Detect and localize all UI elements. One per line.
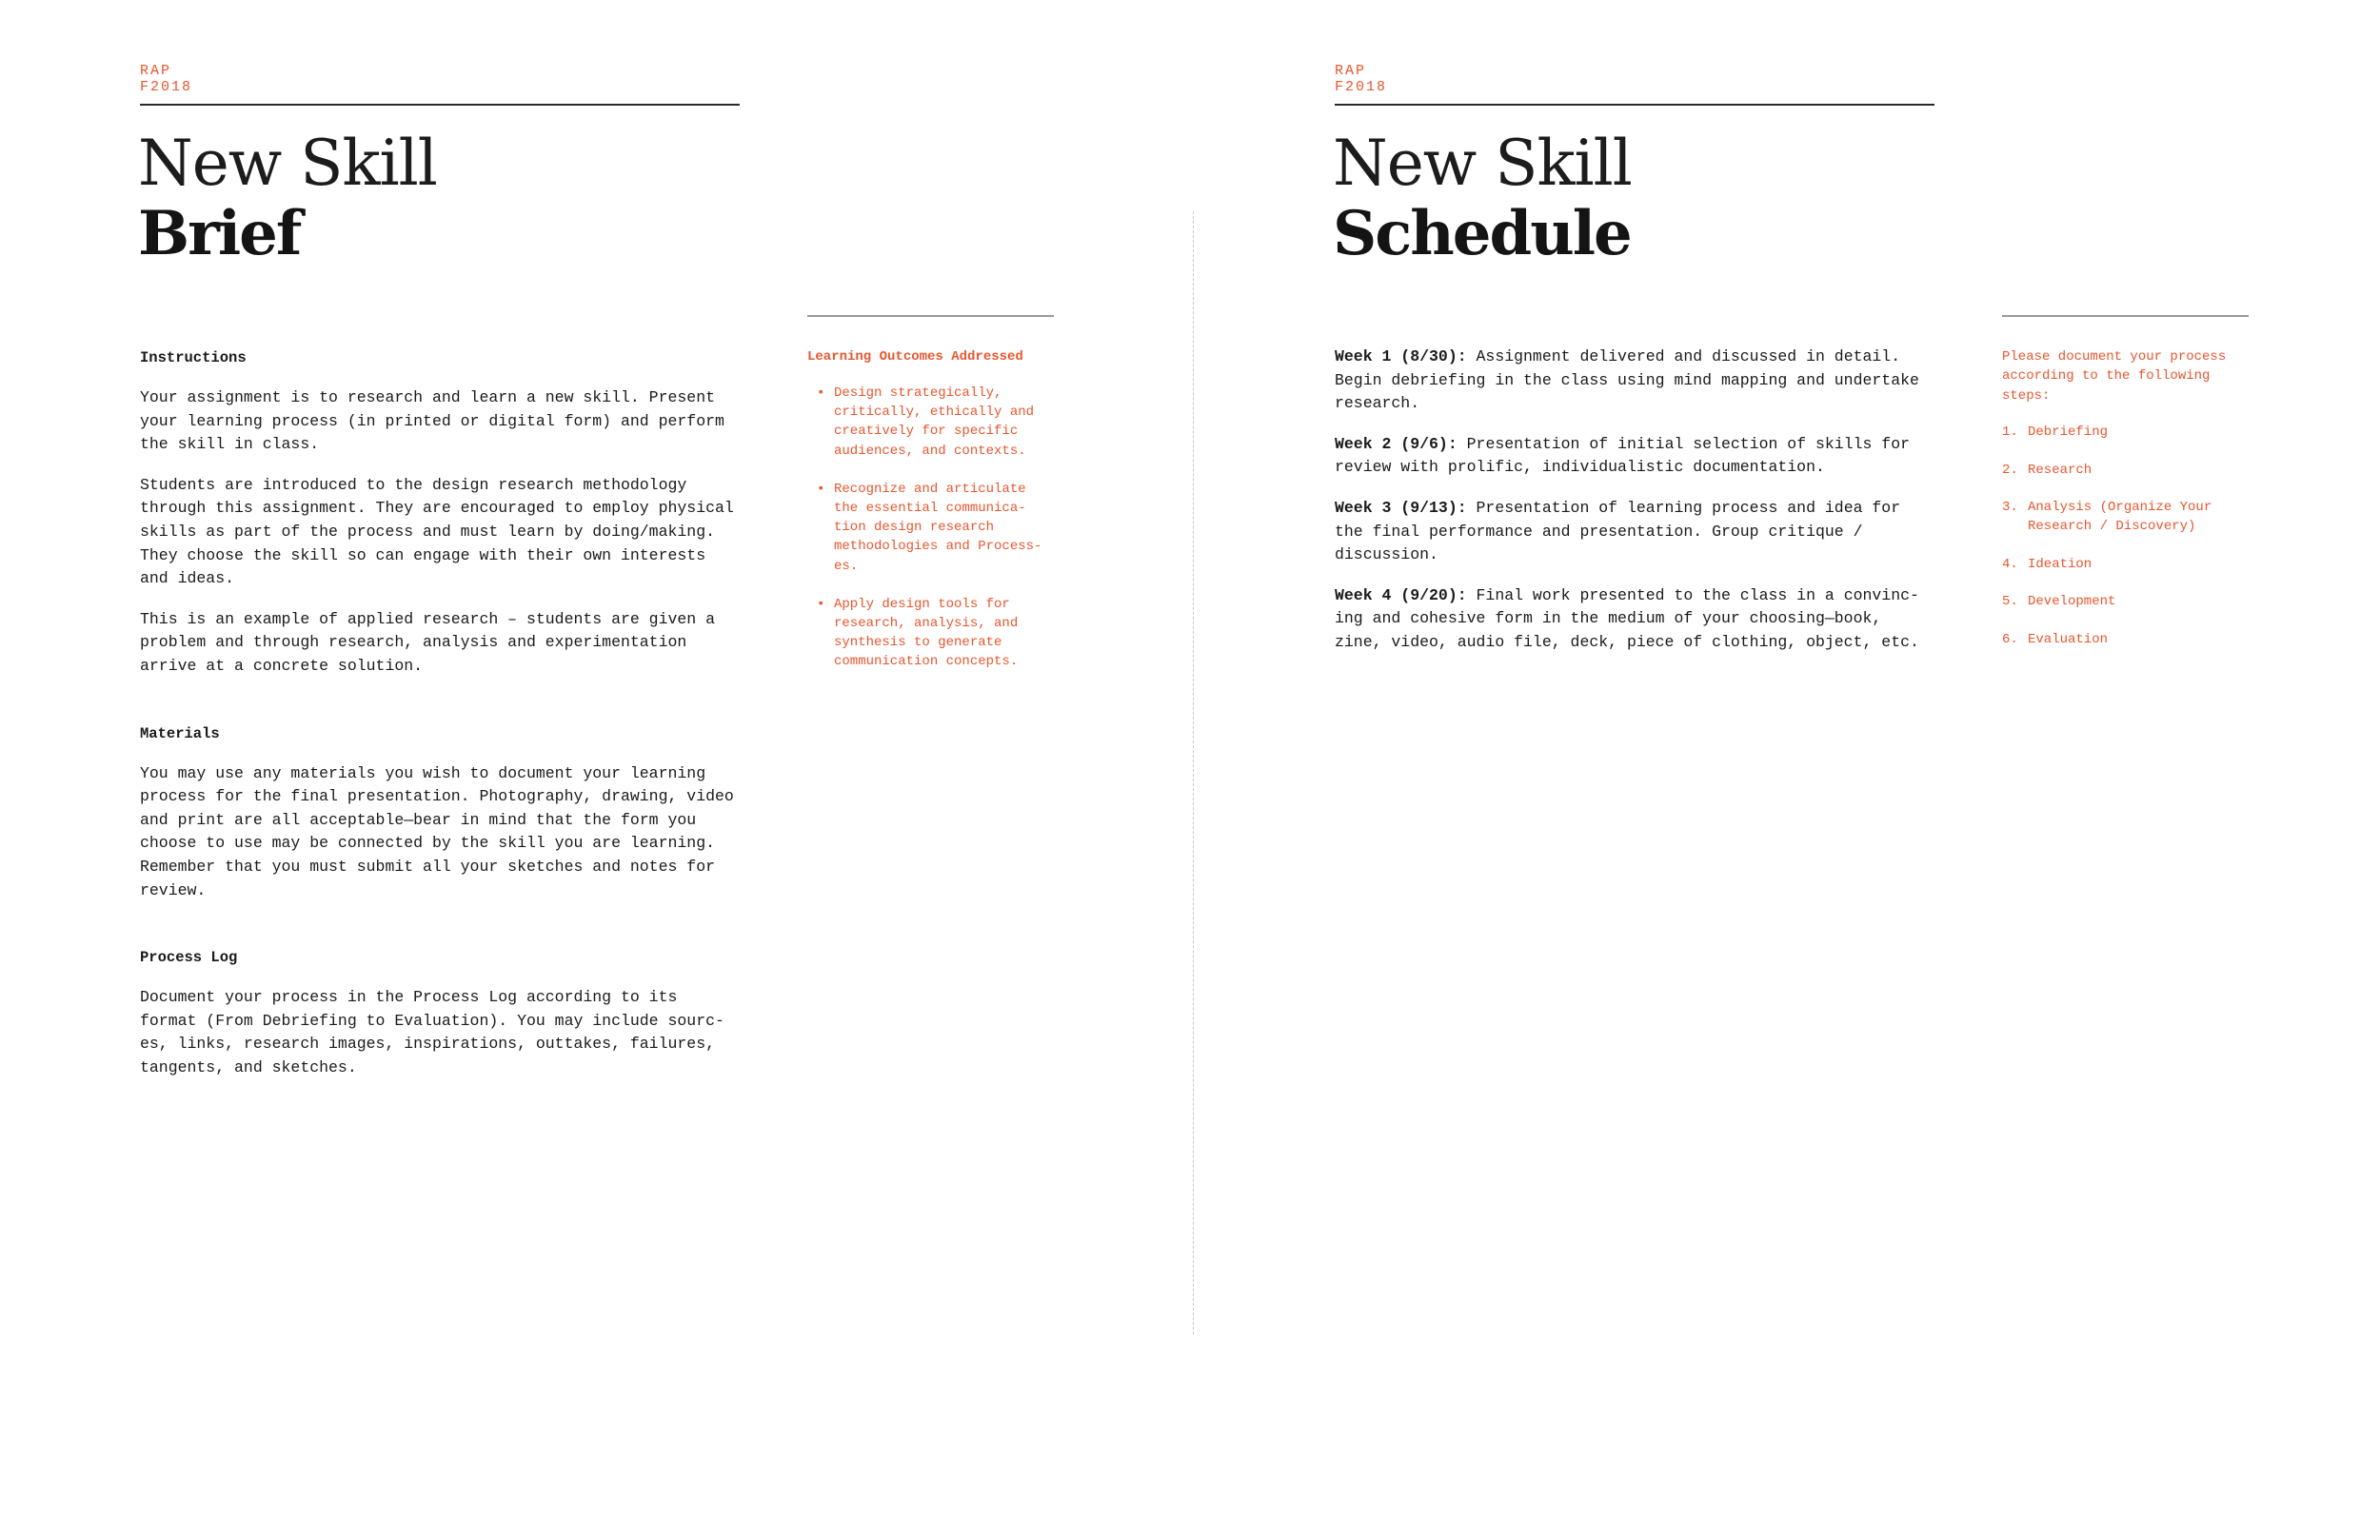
process-steps-list xyxy=(2002,423,2254,649)
list-item xyxy=(2002,630,2254,649)
sidebar-rule xyxy=(2002,315,2249,317)
week-text: Presentation of initial selection of skills for review with prolific, individualistic documentation. xyxy=(1335,434,1911,477)
step-label: Analysis (Organize Your Research / Discovery) xyxy=(2028,500,2212,535)
week-text: Presentation of learning process and idea for the final performance and presentation. Group critique / discussion. xyxy=(1335,498,1901,564)
list-item-text: Apply design tools for research, analysis, and synthesis to generate communication concepts. xyxy=(834,596,1019,670)
week-label: Week 1 (8/30): xyxy=(1335,347,1467,365)
step-number: 5. xyxy=(2002,594,2018,610)
section-instructions xyxy=(140,346,749,679)
paragraph: Document your process in the Process Log according to its format (From Debriefing to Evaluation). You may include sourc- es, links, research images, inspirations, outtakes, failures, tangents, and sketches. xyxy=(140,988,724,1076)
step-label: Debriefing xyxy=(2028,424,2109,441)
week-text: Final work presented to the class in a convinc- ing and cohesive form in the medium of your choosing—book, zine, video, audio file, deck, piece of clothing, object, etc. xyxy=(1335,585,1919,651)
paragraph: You may use any materials you wish to document your learning process for the final presentation. Photography, drawing, video and print are all acceptable—bear in mind that the form you choose to use may be connected by the skill you are learning. Remember that you must submit all your sketches and notes for review. xyxy=(140,763,734,899)
schedule-main-column xyxy=(1335,346,1944,672)
week-entry xyxy=(1335,497,1944,567)
step-label: Ideation xyxy=(2028,556,2092,572)
list-item-text: Recognize and articulate the essential communica- tion design research methodologies and Process- es. xyxy=(834,481,1042,574)
list-item xyxy=(2002,423,2254,442)
bullet-glyph: • xyxy=(817,385,825,401)
sidebar-rule xyxy=(807,315,1054,317)
section-heading: Instructions xyxy=(140,349,247,366)
brief-main-column xyxy=(140,346,749,1079)
step-label: Evaluation xyxy=(2028,631,2109,647)
outcomes-list xyxy=(807,384,1060,672)
section-heading: Materials xyxy=(140,724,220,742)
course-code: RAP F2018 xyxy=(1335,63,1388,95)
step-number: 2. xyxy=(2002,462,2018,478)
learning-outcomes-sidebar xyxy=(807,347,1060,691)
step-number: 4. xyxy=(2002,556,2018,572)
bullet-glyph: • xyxy=(817,481,825,497)
page-divider xyxy=(1193,211,1194,1334)
header-rule xyxy=(140,104,740,106)
list-item xyxy=(807,480,1060,576)
list-item xyxy=(807,595,1060,672)
bullet-glyph: • xyxy=(817,596,825,612)
step-number: 1. xyxy=(2002,424,2018,441)
list-item xyxy=(2002,461,2254,480)
step-number: 3. xyxy=(2002,500,2018,516)
page-title-light: New Skill xyxy=(1333,127,1632,200)
paragraph: Students are introduced to the design research methodology through this assignment. They are encouraged to employ physical skills as part of the process and must learn by doing/making. They choose the skill so can engage with their own interests and ideas. xyxy=(140,475,734,588)
step-label: Research xyxy=(2028,462,2092,478)
week-entry xyxy=(1335,433,1944,480)
week-entry xyxy=(1335,346,1944,416)
list-item xyxy=(2002,498,2254,537)
section-materials xyxy=(140,722,749,903)
page-title-bold: Brief xyxy=(138,198,301,269)
sidebar-heading: Learning Outcomes Addressed xyxy=(807,349,1023,365)
list-item xyxy=(2002,555,2254,574)
list-item xyxy=(807,384,1060,461)
list-item xyxy=(2002,592,2254,611)
paragraph: This is an example of applied research – students are given a problem and through research, analysis and experimentation arrive at a concrete solution. xyxy=(140,609,715,675)
sidebar-intro: Please document your process according to the following steps: xyxy=(2002,349,2227,404)
section-heading: Process Log xyxy=(140,949,238,967)
step-number: 6. xyxy=(2002,631,2018,647)
header-rule xyxy=(1335,104,1934,106)
week-label: Week 2 (9/6): xyxy=(1335,434,1458,453)
week-entry xyxy=(1335,584,1944,655)
week-label: Week 4 (9/20): xyxy=(1335,585,1467,604)
page-title-bold: Schedule xyxy=(1333,198,1631,269)
week-label: Week 3 (9/13): xyxy=(1335,498,1467,517)
section-process-log xyxy=(140,946,749,1079)
process-steps-sidebar xyxy=(2002,347,2254,667)
paragraph: Your assignment is to research and learn a new skill. Present your learning process (in printed or digital form) and perform the skill in class. xyxy=(140,388,724,454)
step-label: Development xyxy=(2028,594,2116,610)
list-item-text: Design strategically, critically, ethically and creatively for specific audiences, and contexts. xyxy=(834,385,1035,459)
course-code: RAP F2018 xyxy=(140,63,193,95)
week-text: Assignment delivered and discussed in detail. Begin debriefing in the class using mind mapping and undertake research. xyxy=(1335,347,1919,413)
page-title-light: New Skill xyxy=(138,127,437,200)
